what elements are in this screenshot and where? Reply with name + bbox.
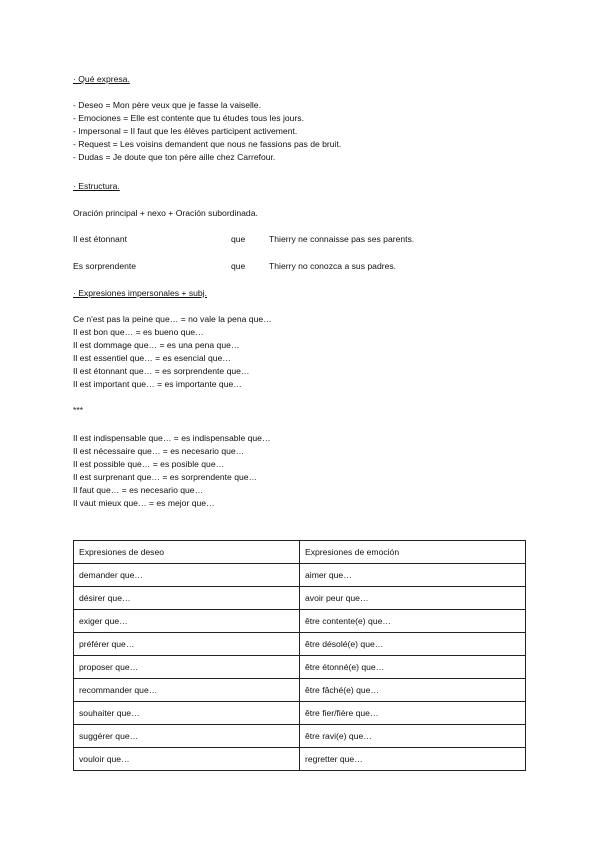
verbs-table <box>73 540 526 771</box>
table-cell: préférer que… <box>74 633 300 656</box>
list-item: Ce n'est pas la peine que… = no vale la pena que… <box>73 314 272 324</box>
list-item: Il est essentiel que… = es esencial que… <box>73 353 231 363</box>
table-cell: être contente(e) que… <box>300 610 526 633</box>
list-item: Il est bon que… = es bueno que… <box>73 327 204 337</box>
example-nexo: que <box>231 261 246 271</box>
table-row <box>74 633 526 656</box>
list-item: Il est étonnant que… = es sorprendente que… <box>73 366 250 376</box>
table-cell: être ravi(e) que… <box>300 725 526 748</box>
list-item: - Request = Les voisins demandent que nous ne fassions pas de bruit. <box>73 139 342 149</box>
structure-formula: Oración principal + nexo + Oración subordinada. <box>73 208 258 218</box>
example-nexo: que <box>231 234 246 244</box>
table-row <box>74 748 526 771</box>
table-row <box>74 656 526 679</box>
table-row <box>74 702 526 725</box>
list-item: Il vaut mieux que… = es mejor que… <box>73 498 215 508</box>
table-cell: vouloir que… <box>74 748 300 771</box>
list-item: - Deseo = Mon père veux que je fasse la vaiselle. <box>73 100 261 110</box>
list-item: - Emociones = Elle est contente que tu études tous les jours. <box>73 113 304 123</box>
table-header-cell: Expresiones de emoción <box>300 541 526 564</box>
table-cell: recommander que… <box>74 679 300 702</box>
table-header-row <box>74 541 526 564</box>
separator: *** <box>73 405 84 415</box>
list-item: - Impersonal = Il faut que les élèves participent activement. <box>73 126 298 136</box>
list-item: Il est nécessaire que… = es necesario que… <box>73 446 245 456</box>
table-row <box>74 587 526 610</box>
table-cell: souhaiter que… <box>74 702 300 725</box>
table-cell: exiger que… <box>74 610 300 633</box>
table-header-cell: Expresiones de deseo <box>74 541 300 564</box>
table-cell: suggérer que… <box>74 725 300 748</box>
list-item: Il est important que… = es importante que… <box>73 379 242 389</box>
example-main-clause: Es sorprendente <box>73 261 137 271</box>
table-cell: être fier/fière que… <box>300 702 526 725</box>
section-heading-estructura: · Estructura. <box>73 181 120 191</box>
list-item: Il est possible que… = es posible que… <box>73 459 225 469</box>
table-cell: désirer que… <box>74 587 300 610</box>
table-cell: demander que… <box>74 564 300 587</box>
example-spanish <box>73 261 397 271</box>
table-row <box>74 679 526 702</box>
table-cell: être étonné(e) que… <box>300 656 526 679</box>
list-item: Il est indispensable que… = es indispensable que… <box>73 433 271 443</box>
list-item: - Dudas = Je doute que ton père aille chez Carrefour. <box>73 152 276 162</box>
section-heading-que-expresa: · Qué expresa. <box>73 74 130 84</box>
example-main-clause: Il est étonnant <box>73 234 127 244</box>
table-row <box>74 564 526 587</box>
list-item: Il faut que… = es necesario que… <box>73 485 204 495</box>
table-cell: regretter que… <box>300 748 526 771</box>
example-subordinate-clause: Thierry ne connaisse pas ses parents. <box>269 234 415 244</box>
table-cell: proposer que… <box>74 656 300 679</box>
table-cell: aimer que… <box>300 564 526 587</box>
table-cell: être désolé(e) que… <box>300 633 526 656</box>
example-subordinate-clause: Thierry no conozca a sus padres. <box>269 261 397 271</box>
table-cell: être fâché(e) que… <box>300 679 526 702</box>
section-heading-expresiones-impersonales: · Expresiones impersonales + subj. <box>73 288 207 298</box>
list-item: Il est surprenant que… = es sorprendente que… <box>73 472 258 482</box>
table-cell: avoir peur que… <box>300 587 526 610</box>
list-item: Il est dommage que… = es una pena que… <box>73 340 240 350</box>
table-row <box>74 725 526 748</box>
table-row <box>74 610 526 633</box>
example-french <box>73 234 415 244</box>
